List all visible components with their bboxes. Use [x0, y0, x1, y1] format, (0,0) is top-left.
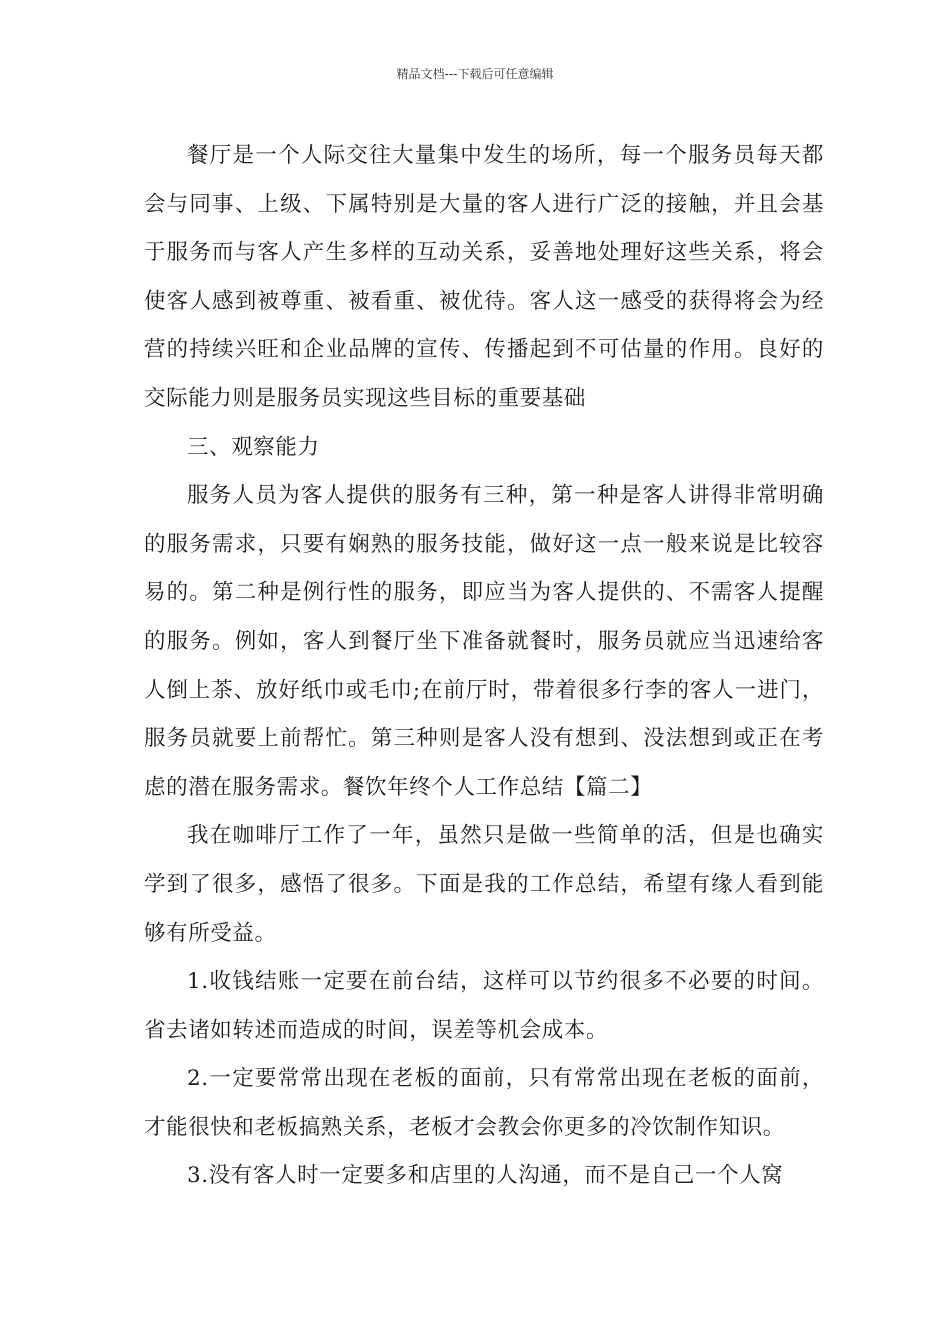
document-body [144, 132, 824, 1201]
paragraph-service-types: 服务人员为客人提供的服务有三种，第一种是客人讲得非常明确的服务需求，只要有娴熟的服务技能，做好这一点一般来说是比较容易的。第二种是例行性的服务，即应当为客人提供的、不需客人提醒的服务。例如，客人到餐厅坐下准备就餐时，服务员就应当迅速给客人倒上茶、放好纸巾或毛巾;在前厅时，带着很多行李的客人一进门，服务员就要上前帮忙。第三种则是客人没有想到、没法想到或正在考虑的潜在服务需求。餐饮年终个人工作总结【篇二】 [144, 483, 824, 800]
paragraph-cafe-intro: 我在咖啡厅工作了一年，虽然只是做一些简单的活，但是也确实学到了很多，感悟了很多。下面是我的工作总结，希望有缘人看到能够有所受益。 [144, 823, 824, 946]
section-heading-observation: 三、观察能力 [187, 434, 320, 460]
list-item-1: 1.收钱结账一定要在前台结，这样可以节约很多不必要的时间。省去诸如转述而造成的时间，误差等机会成本。 [144, 969, 824, 1043]
page-header: 精品文档---下载后可任意编辑 [396, 67, 554, 81]
paragraph-social-skills: 餐厅是一个人际交往大量集中发生的场所，每一个服务员每天都会与同事、上级、下属特别是大量的客人进行广泛的接触，并且会基于服务而与客人产生多样的互动关系，妥善地处理好这些关系，将会使客人感到被尊重、被看重、被优待。客人这一感受的获得将会为经营的持续兴旺和企业品牌的宣传、传播起到不可估量的作用。良好的交际能力则是服务员实现这些目标的重要基础 [144, 143, 824, 411]
list-item-2: 2.一定要常常出现在老板的面前，只有常常出现在老板的面前，才能很快和老板搞熟关系，老板才会教会你更多的冷饮制作知识。 [144, 1066, 824, 1140]
list-item-3: 3.没有客人时一定要多和店里的人沟通，而不是自己一个人窝 [187, 1163, 784, 1189]
